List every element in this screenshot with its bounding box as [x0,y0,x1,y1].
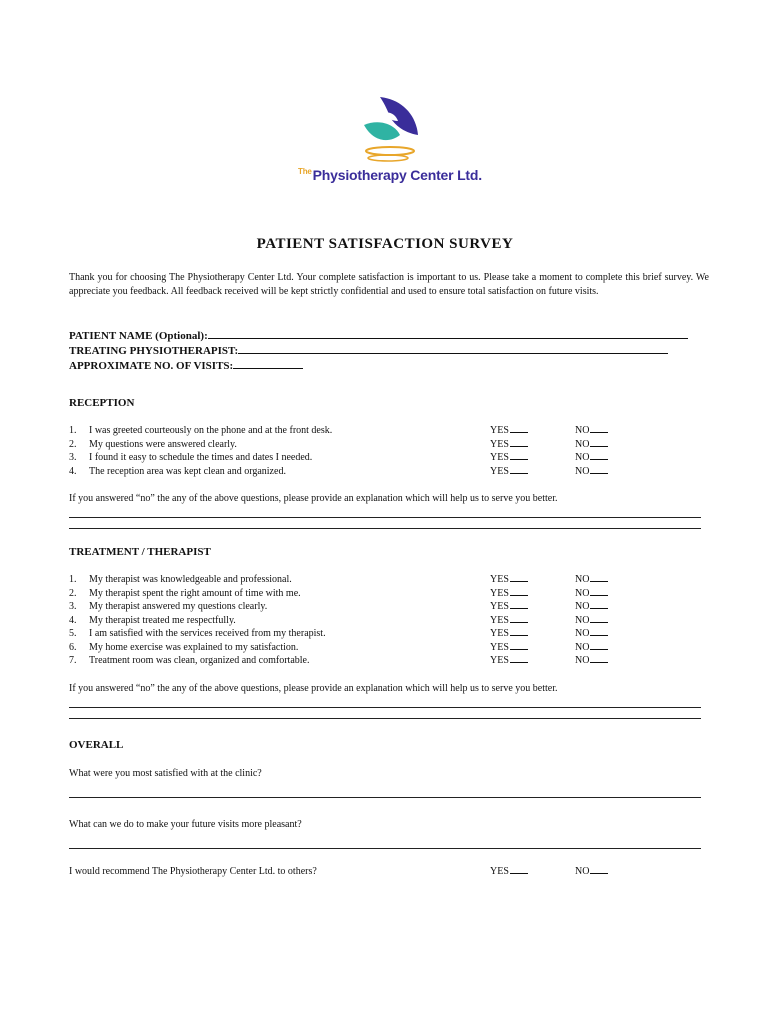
question-row [69,424,709,438]
no-option[interactable] [575,627,608,641]
intro-paragraph: Thank you for choosing The Physiotherapy Center Ltd. Your complete satisfaction is important to us. Please take a moment to complete this brief survey. We appreciate you feedback. All feedback received will be kept strictly confidential and used to ensure total satisfaction on future visits. [69,272,709,297]
yes-blank[interactable] [510,587,528,596]
question-text: My therapist answered my questions clearly. [89,601,268,612]
yes-option[interactable] [490,424,528,438]
no-label: NO [575,628,590,639]
logo-name: Physiotherapy Center Ltd. [312,167,482,183]
question-number: 3. [69,452,77,463]
no-option[interactable] [575,865,608,879]
yes-label: YES [490,655,509,666]
question-number: 1. [69,425,77,436]
question-number: 7. [69,655,77,666]
yes-label: YES [490,601,509,612]
question-number: 3. [69,601,77,612]
no-label: NO [575,465,590,477]
yes-blank[interactable] [510,424,528,433]
treatment-section [69,546,709,719]
logo-the: The [298,167,312,176]
no-blank[interactable] [590,451,608,460]
question-text: I was greeted courteously on the phone and at the front desk. [89,425,333,436]
treatment-explain-prompt: If you answered “no” the any of the above questions, please provide an explanation which will help us to serve you better. [69,682,558,694]
question-number: 6. [69,641,77,653]
no-option[interactable] [575,465,608,479]
no-option[interactable] [575,641,608,655]
overall-section [69,739,709,879]
question-text: My therapist was knowledgeable and professional. [89,574,292,585]
no-blank[interactable] [590,600,608,609]
no-blank[interactable] [590,641,608,650]
recommend-question: I would recommend The Physiotherapy Center Ltd. to others? [69,866,317,877]
no-label: NO [575,655,590,666]
no-blank[interactable] [590,573,608,582]
overall-answer-line[interactable] [69,797,701,798]
visits-label: APPROXIMATE NO. OF VISITS: [69,360,234,372]
visits-row [69,358,709,373]
question-text: My therapist spent the right amount of time with me. [89,587,301,599]
no-option[interactable] [575,654,608,668]
question-row [69,614,709,628]
no-option[interactable] [575,451,608,465]
no-label: NO [575,587,590,599]
yes-blank[interactable] [510,654,528,663]
page-title: PATIENT SATISFACTION SURVEY [256,236,514,252]
no-blank[interactable] [590,587,608,596]
no-blank[interactable] [590,438,608,447]
reception-answer-line[interactable] [69,517,701,518]
yes-option[interactable] [490,641,528,655]
question-number: 4. [69,465,77,477]
treatment-heading: TREATMENT / THERAPIST [69,546,211,558]
question-number: 2. [69,438,77,450]
yes-option[interactable] [490,654,528,668]
no-blank[interactable] [590,627,608,636]
yes-option[interactable] [490,573,528,587]
clinic-logo [290,95,490,190]
yes-blank[interactable] [510,438,528,447]
overall-question-improve: What can we do to make your future visits more pleasant? [69,819,302,830]
yes-label: YES [490,438,509,450]
no-label: NO [575,601,590,612]
patient-info-fields [69,328,709,373]
no-option[interactable] [575,438,608,452]
question-number: 5. [69,628,77,639]
recommend-row [69,865,709,879]
no-blank[interactable] [590,654,608,663]
yes-label: YES [490,628,509,639]
yes-blank[interactable] [510,573,528,582]
treatment-answer-line[interactable] [69,707,701,708]
therapist-field[interactable] [238,343,668,354]
no-label: NO [575,614,590,626]
no-blank[interactable] [590,465,608,474]
question-text: I found it easy to schedule the times and dates I needed. [89,452,313,463]
yes-blank[interactable] [510,465,528,474]
yes-label: YES [490,465,509,477]
overall-question-satisfied: What were you most satisfied with at the clinic? [69,768,262,779]
reception-answer-line[interactable] [69,528,701,529]
yes-label: YES [490,452,509,463]
question-row [69,587,709,601]
reception-questions [69,424,709,478]
reception-section [69,397,709,529]
no-blank[interactable] [590,865,608,874]
yes-blank[interactable] [510,600,528,609]
patient-name-field[interactable] [208,328,688,339]
yes-option[interactable] [490,451,528,465]
question-row [69,573,709,587]
overall-heading: OVERALL [69,739,124,751]
yes-label: YES [490,425,509,436]
question-number: 4. [69,614,77,626]
question-text: My therapist treated me respectfully. [89,614,236,626]
question-text: My home exercise was explained to my satisfaction. [89,641,299,653]
yes-label: YES [490,587,509,599]
question-number: 1. [69,574,77,585]
yes-blank[interactable] [510,451,528,460]
yes-option[interactable] [490,587,528,601]
no-label: NO [575,641,590,653]
no-label: NO [575,425,590,436]
question-row [69,654,709,668]
logo-emblem-icon [360,95,422,167]
reception-explain-prompt: If you answered “no” the any of the above questions, please provide an explanation which will help us to serve you better. [69,493,558,504]
therapist-row [69,343,709,358]
yes-blank[interactable] [510,614,528,623]
treatment-answer-line[interactable] [69,718,701,719]
logo-wordmark [290,167,490,183]
question-row [69,465,709,479]
no-label: NO [575,574,590,585]
no-label: NO [575,438,590,450]
overall-answer-line[interactable] [69,848,701,849]
yes-label: YES [490,574,509,585]
therapist-label: TREATING PHYSIOTHERAPIST: [69,345,239,357]
question-text: The reception area was kept clean and organized. [89,465,286,477]
yes-label: YES [490,866,509,877]
no-option[interactable] [575,587,608,601]
yes-option[interactable] [490,438,528,452]
question-row [69,627,709,641]
patient-name-label: PATIENT NAME (Optional): [69,330,208,342]
no-option[interactable] [575,424,608,438]
yes-blank[interactable] [510,865,528,874]
no-blank[interactable] [590,614,608,623]
reception-heading: RECEPTION [69,397,135,409]
no-option[interactable] [575,600,608,614]
yes-option[interactable] [490,465,528,479]
no-label: NO [575,452,590,463]
no-label: NO [575,866,590,877]
yes-label: YES [490,641,509,653]
yes-blank[interactable] [510,627,528,636]
question-row [69,600,709,614]
question-text: My questions were answered clearly. [89,438,237,450]
patient-name-row [69,328,709,343]
question-text: I am satisfied with the services received from my therapist. [89,628,326,639]
yes-option[interactable] [490,627,528,641]
question-row [69,641,709,655]
visits-field[interactable] [233,358,303,369]
yes-option[interactable] [490,865,528,879]
no-option[interactable] [575,614,608,628]
question-text: Treatment room was clean, organized and comfortable. [89,655,310,666]
treatment-questions [69,573,709,668]
question-row [69,438,709,452]
yes-option[interactable] [490,614,528,628]
yes-blank[interactable] [510,641,528,650]
no-blank[interactable] [590,424,608,433]
question-number: 2. [69,587,77,599]
yes-option[interactable] [490,600,528,614]
no-option[interactable] [575,573,608,587]
yes-label: YES [490,614,509,626]
question-row [69,451,709,465]
